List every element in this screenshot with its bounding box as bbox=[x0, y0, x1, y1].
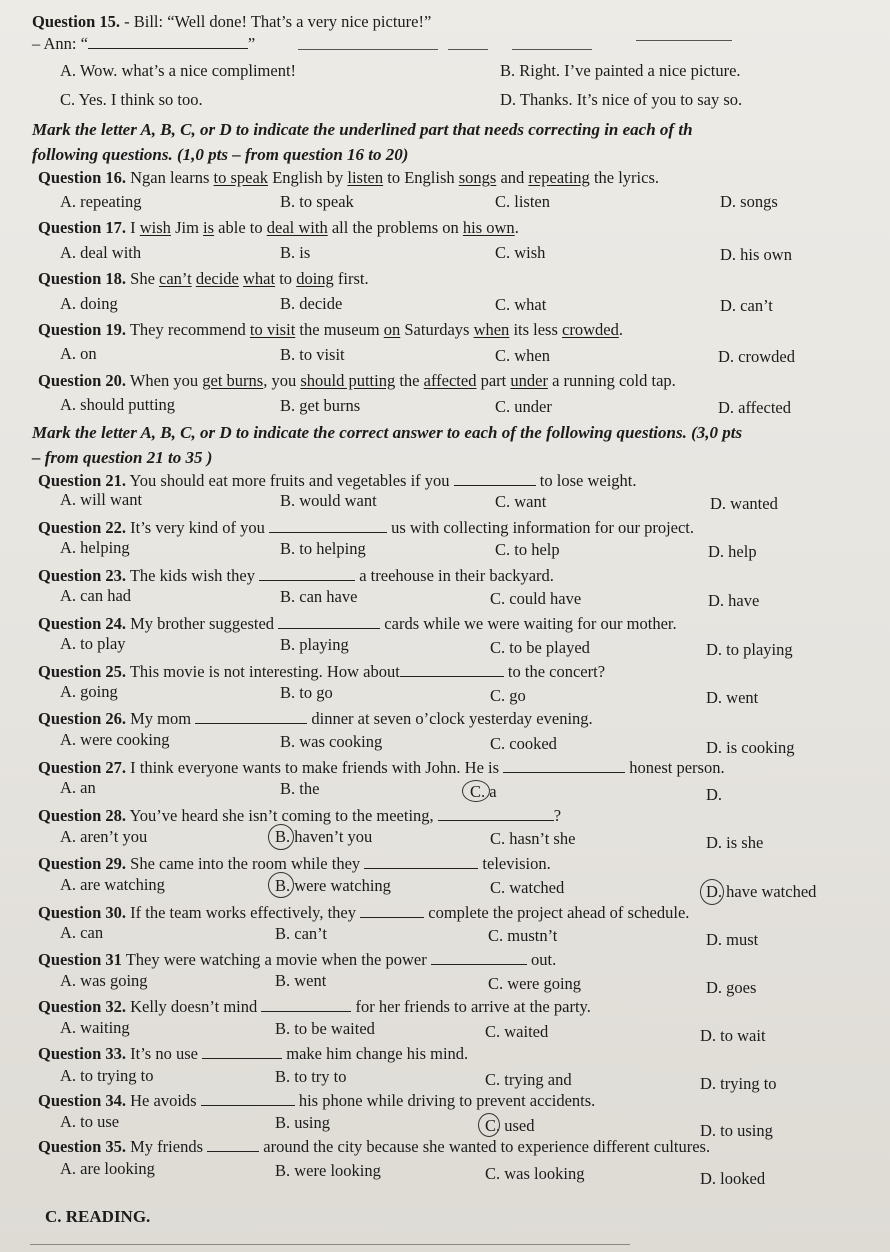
stem-text: part bbox=[476, 371, 511, 390]
answer-mark-circle bbox=[700, 879, 724, 905]
option-b[interactable]: B. were looking bbox=[275, 1161, 381, 1180]
question-number: Question 34. bbox=[38, 1091, 127, 1110]
question-34 bbox=[38, 1093, 595, 1110]
option-b[interactable]: B. were watching bbox=[275, 876, 391, 895]
blank-line bbox=[636, 40, 732, 41]
stem-text: Kelly doesn’t mind bbox=[126, 997, 262, 1016]
stem-text: ? bbox=[553, 806, 562, 825]
option-d[interactable]: D. songs bbox=[720, 192, 778, 211]
option-a[interactable]: A. should putting bbox=[60, 395, 176, 414]
stem-text: . bbox=[514, 218, 519, 237]
underlined-part: on bbox=[383, 320, 401, 339]
stem-text: My mom bbox=[126, 709, 196, 728]
stem-text: us with collecting information for our project. bbox=[387, 518, 695, 537]
question-17 bbox=[38, 220, 519, 237]
stem-text: She bbox=[126, 269, 160, 288]
answer-blank bbox=[431, 952, 527, 965]
stem-text: They were watching a movie when the power bbox=[121, 950, 431, 969]
closing-quote: ” bbox=[247, 34, 256, 53]
question-number: Question 32. bbox=[38, 997, 127, 1016]
option-a[interactable]: A. was going bbox=[60, 971, 148, 990]
option-a[interactable]: A. can had bbox=[60, 586, 132, 605]
stem-text: , you bbox=[263, 371, 301, 390]
stem-text: dinner at seven o’clock yesterday evening. bbox=[307, 709, 593, 728]
question-31 bbox=[38, 952, 556, 969]
underlined-part: decide bbox=[195, 269, 239, 288]
stem-text: make him change his mind. bbox=[282, 1044, 469, 1063]
stem-text: the lyrics. bbox=[589, 168, 660, 187]
option-d[interactable]: D. have bbox=[708, 591, 760, 610]
question-number: Question 19. bbox=[38, 320, 127, 339]
answer-blank bbox=[88, 36, 248, 49]
question-number: Question 31 bbox=[38, 950, 122, 969]
answer-blank bbox=[503, 760, 625, 773]
question-number: Question 17. bbox=[38, 218, 127, 237]
underlined-part: deal with bbox=[266, 218, 328, 237]
blank-line bbox=[512, 49, 592, 50]
stem-text: to lose weight. bbox=[535, 471, 637, 490]
option-d[interactable]: D. to playing bbox=[706, 640, 793, 659]
underlined-part: should putting bbox=[300, 371, 396, 390]
option-b[interactable]: B. to go bbox=[280, 683, 333, 702]
stem-text: English by bbox=[268, 168, 348, 187]
underlined-part: affected bbox=[423, 371, 477, 390]
underlined-part: under bbox=[510, 371, 548, 390]
question-22 bbox=[38, 520, 694, 537]
option-c[interactable]: C. under bbox=[495, 397, 552, 416]
option-b[interactable]: B. would want bbox=[280, 491, 377, 510]
stem-text: If the team works effectively, they bbox=[126, 903, 361, 922]
stem-text: all the problems on bbox=[327, 218, 463, 237]
stem-text: its less bbox=[509, 320, 563, 339]
question-24 bbox=[38, 616, 677, 633]
option-c[interactable]: C. to be played bbox=[490, 638, 590, 657]
answer-blank bbox=[195, 711, 307, 724]
option-c[interactable]: C. when bbox=[495, 346, 550, 365]
option-b[interactable]: B. using bbox=[275, 1113, 331, 1132]
option-d[interactable]: D. affected bbox=[718, 398, 791, 417]
option-a[interactable]: A. can bbox=[60, 923, 104, 942]
stem-text: You’ve heard she isn’t coming to the meeting, bbox=[126, 806, 438, 825]
option-a[interactable]: A. waiting bbox=[60, 1018, 130, 1037]
stem-text: My brother suggested bbox=[126, 614, 279, 633]
question-number: Question 22. bbox=[38, 518, 127, 537]
answer-blank bbox=[400, 664, 504, 677]
option-d[interactable]: D. went bbox=[706, 688, 759, 707]
option-a[interactable]: A. to trying to bbox=[60, 1066, 154, 1085]
underlined-part: when bbox=[473, 320, 510, 339]
section-instruction: Mark the letter A, B, C, or D to indicate the underlined part that needs correcting in each of th bbox=[32, 120, 693, 139]
answer-mark-circle bbox=[268, 824, 294, 850]
option-a[interactable]: A. Wow. what’s a nice compliment! bbox=[60, 61, 297, 80]
option-b[interactable]: B. to helping bbox=[280, 539, 366, 558]
option-a[interactable]: A. aren’t you bbox=[60, 827, 148, 846]
option-c[interactable]: C. wish bbox=[495, 243, 546, 262]
stem-text: Saturdays bbox=[400, 320, 474, 339]
stem-text: I think everyone wants to make friends with John. He is bbox=[126, 758, 504, 777]
option-c[interactable]: C. waited bbox=[485, 1022, 549, 1041]
option-d[interactable]: D. must bbox=[706, 930, 759, 949]
question-number: Question 30. bbox=[38, 903, 127, 922]
option-b[interactable]: B. was cooking bbox=[280, 732, 383, 751]
stem-text: to bbox=[275, 269, 297, 288]
option-a[interactable]: A. helping bbox=[60, 538, 130, 557]
question-25 bbox=[38, 664, 605, 681]
option-a[interactable]: A. were cooking bbox=[60, 730, 170, 749]
option-d[interactable]: D. Thanks. It’s nice of you to say so. bbox=[500, 90, 743, 109]
underlined-part: songs bbox=[458, 168, 497, 187]
question-33 bbox=[38, 1046, 468, 1063]
answer-blank bbox=[269, 520, 387, 533]
answer-blank bbox=[360, 905, 424, 918]
option-a[interactable]: A. deal with bbox=[60, 243, 142, 262]
option-c[interactable]: C. want bbox=[495, 492, 547, 511]
stem-text: a running cold tap. bbox=[547, 371, 676, 390]
option-a[interactable]: A. to play bbox=[60, 634, 126, 653]
option-b[interactable]: B. to try to bbox=[275, 1067, 347, 1086]
section-instruction: following questions. (1,0 pts – from question 16 to 20) bbox=[32, 145, 409, 164]
answer-mark-circle bbox=[462, 780, 490, 802]
option-b[interactable]: B. playing bbox=[280, 635, 349, 654]
answer-blank bbox=[261, 999, 351, 1012]
question-number: Question 23. bbox=[38, 566, 127, 585]
option-b[interactable]: B. can have bbox=[280, 587, 358, 606]
stem-text: The kids wish they bbox=[126, 566, 260, 585]
option-b[interactable]: B. get burns bbox=[280, 396, 361, 415]
answer-blank bbox=[364, 856, 478, 869]
question-number: Question 25. bbox=[38, 662, 127, 681]
answer-mark-circle bbox=[478, 1113, 500, 1137]
question-15 bbox=[32, 14, 431, 31]
answer-blank bbox=[438, 808, 554, 821]
underlined-part: crowded bbox=[562, 320, 619, 339]
option-c[interactable]: C. cooked bbox=[490, 734, 557, 753]
question-28 bbox=[38, 808, 561, 825]
stem-text: around the city because she wanted to experience different cultures. bbox=[259, 1137, 711, 1156]
underlined-part: is bbox=[203, 218, 215, 237]
option-d[interactable]: D. his own bbox=[720, 245, 792, 264]
question-16 bbox=[38, 170, 659, 187]
section-instruction: Mark the letter A, B, C, or D to indicate the correct answer to each of the following questions. (3,0 pts bbox=[32, 423, 743, 442]
option-b[interactable]: B. went bbox=[275, 971, 327, 990]
option-d[interactable]: D. looked bbox=[700, 1169, 766, 1188]
question-27 bbox=[38, 760, 725, 777]
option-b[interactable]: B. to visit bbox=[280, 345, 345, 364]
option-c[interactable]: C. what bbox=[495, 295, 547, 314]
answer-blank bbox=[201, 1093, 295, 1106]
answer-mark-circle bbox=[268, 872, 294, 898]
option-c[interactable]: C. Yes. I think so too. bbox=[60, 90, 203, 109]
section-heading-reading: C. READING. bbox=[45, 1207, 151, 1226]
option-c[interactable]: C. listen bbox=[495, 192, 551, 211]
option-a[interactable]: A. are watching bbox=[60, 875, 165, 894]
option-d[interactable]: D. is she bbox=[706, 833, 764, 852]
underlined-part: can’t bbox=[159, 269, 192, 288]
question-number: Question 18. bbox=[38, 269, 127, 288]
underlined-part: his own bbox=[462, 218, 515, 237]
option-d[interactable]: D. crowded bbox=[718, 347, 795, 366]
question-number: Question 28. bbox=[38, 806, 127, 825]
underlined-part: wish bbox=[139, 218, 171, 237]
stem-text: They recommend bbox=[126, 320, 250, 339]
stem-text: It’s very kind of you bbox=[126, 518, 269, 537]
option-d[interactable]: D. trying to bbox=[700, 1074, 777, 1093]
stem-text: television. bbox=[478, 854, 551, 873]
stem-text: and bbox=[496, 168, 529, 187]
answer-blank bbox=[259, 568, 355, 581]
option-a[interactable]: A. are looking bbox=[60, 1159, 155, 1178]
stem-text: out. bbox=[526, 950, 557, 969]
option-d[interactable]: D. bbox=[706, 785, 723, 804]
underlined-part: to visit bbox=[249, 320, 296, 339]
question-number: Question 16. bbox=[38, 168, 127, 187]
option-b[interactable]: B. Right. I’ve painted a nice picture. bbox=[500, 61, 741, 80]
option-a[interactable]: A. will want bbox=[60, 490, 143, 509]
option-b[interactable]: B. is bbox=[280, 243, 311, 262]
stem-text: This movie is not interesting. How about bbox=[126, 662, 400, 681]
option-b[interactable]: B. haven’t you bbox=[275, 827, 373, 846]
option-d[interactable]: D. can’t bbox=[720, 296, 773, 315]
stem-text: When you bbox=[126, 371, 203, 390]
underlined-part: doing bbox=[296, 269, 334, 288]
question-26 bbox=[38, 711, 593, 728]
option-d[interactable]: D. is cooking bbox=[706, 738, 795, 757]
option-c[interactable]: C. used bbox=[485, 1116, 535, 1135]
option-c[interactable]: C. go bbox=[490, 686, 526, 705]
question-number: Question 33. bbox=[38, 1044, 127, 1063]
question-15-answer-line bbox=[32, 36, 255, 53]
answer-blank bbox=[454, 473, 536, 486]
option-d[interactable]: D. have watched bbox=[706, 882, 817, 901]
underlined-part: what bbox=[243, 269, 276, 288]
stem-text: You should eat more fruits and vegetables if you bbox=[126, 471, 454, 490]
option-c[interactable]: C. a bbox=[470, 782, 497, 801]
question-18 bbox=[38, 271, 369, 288]
option-c[interactable]: C. to help bbox=[495, 540, 560, 559]
option-a[interactable]: A. repeating bbox=[60, 192, 142, 211]
stem-text: complete the project ahead of schedule. bbox=[424, 903, 690, 922]
stem-text: to English bbox=[383, 168, 459, 187]
answer-blank bbox=[207, 1139, 259, 1152]
stem-text: to the concert? bbox=[503, 662, 606, 681]
question-20 bbox=[38, 373, 676, 390]
divider-line bbox=[30, 1244, 630, 1245]
option-d[interactable]: D. wanted bbox=[710, 494, 778, 513]
stem-text: first. bbox=[333, 269, 369, 288]
stem-text: Jim bbox=[170, 218, 204, 237]
option-d[interactable]: D. help bbox=[708, 542, 757, 561]
stem-text: I bbox=[126, 218, 140, 237]
stem-text: the museum bbox=[295, 320, 384, 339]
underlined-part: listen bbox=[347, 168, 384, 187]
option-d[interactable]: D. to wait bbox=[700, 1026, 766, 1045]
speaker-ann: – Ann: “ bbox=[32, 34, 88, 53]
stem-text: honest person. bbox=[625, 758, 725, 777]
option-c[interactable]: C. could have bbox=[490, 589, 582, 608]
option-c[interactable]: C. watched bbox=[490, 878, 565, 897]
question-number: Question 27. bbox=[38, 758, 127, 777]
option-b[interactable]: B. can’t bbox=[275, 924, 327, 943]
underlined-part: get burns bbox=[202, 371, 264, 390]
answer-blank bbox=[202, 1046, 282, 1059]
option-a[interactable]: A. to use bbox=[60, 1112, 120, 1131]
option-c[interactable]: C. were going bbox=[488, 974, 582, 993]
blank-line bbox=[448, 49, 488, 50]
question-number: Question 35. bbox=[38, 1137, 127, 1156]
question-30 bbox=[38, 905, 689, 922]
option-c[interactable]: C. was looking bbox=[485, 1164, 585, 1183]
blank-line bbox=[298, 49, 438, 50]
option-b[interactable]: B. decide bbox=[280, 294, 343, 313]
section-instruction: – from question 21 to 35 ) bbox=[32, 448, 213, 467]
option-a[interactable]: A. an bbox=[60, 778, 96, 797]
question-19 bbox=[38, 322, 623, 339]
underlined-part: repeating bbox=[528, 168, 590, 187]
option-d[interactable]: D. goes bbox=[706, 978, 757, 997]
option-c[interactable]: C. hasn’t she bbox=[490, 829, 576, 848]
option-b[interactable]: B. to speak bbox=[280, 192, 354, 211]
option-d[interactable]: D. to using bbox=[700, 1121, 773, 1140]
option-b[interactable]: B. the bbox=[280, 779, 320, 798]
question-23 bbox=[38, 568, 554, 585]
stem-text: It’s no use bbox=[126, 1044, 203, 1063]
question-stem: - Bill: “Well done! That’s a very nice picture!” bbox=[120, 12, 432, 31]
question-number: Question 29. bbox=[38, 854, 127, 873]
stem-text: cards while we were waiting for our mother. bbox=[380, 614, 677, 633]
question-number: Question 15. bbox=[32, 12, 121, 31]
option-a[interactable]: A. on bbox=[60, 344, 97, 363]
option-a[interactable]: A. going bbox=[60, 682, 118, 701]
option-a[interactable]: A. doing bbox=[60, 294, 118, 313]
question-number: Question 26. bbox=[38, 709, 127, 728]
question-21 bbox=[38, 473, 637, 490]
option-b[interactable]: B. to be waited bbox=[275, 1019, 375, 1038]
question-29 bbox=[38, 856, 551, 873]
option-c[interactable]: C. mustn’t bbox=[488, 926, 558, 945]
stem-text: his phone while driving to prevent accidents. bbox=[294, 1091, 596, 1110]
question-number: Question 20. bbox=[38, 371, 127, 390]
stem-text: She came into the room while they bbox=[126, 854, 365, 873]
stem-text: . bbox=[618, 320, 623, 339]
question-number: Question 21. bbox=[38, 471, 127, 490]
question-35 bbox=[38, 1139, 710, 1156]
stem-text: the bbox=[395, 371, 424, 390]
stem-text: Ngan learns bbox=[126, 168, 214, 187]
question-number: Question 24. bbox=[38, 614, 127, 633]
underlined-part: to speak bbox=[213, 168, 269, 187]
stem-text: a treehouse in their backyard. bbox=[355, 566, 554, 585]
stem-text: able to bbox=[214, 218, 267, 237]
answer-blank bbox=[278, 616, 380, 629]
option-c[interactable]: C. trying and bbox=[485, 1070, 572, 1089]
stem-text: for her friends to arrive at the party. bbox=[351, 997, 591, 1016]
stem-text: My friends bbox=[126, 1137, 208, 1156]
question-32 bbox=[38, 999, 591, 1016]
stem-text: He avoids bbox=[126, 1091, 201, 1110]
